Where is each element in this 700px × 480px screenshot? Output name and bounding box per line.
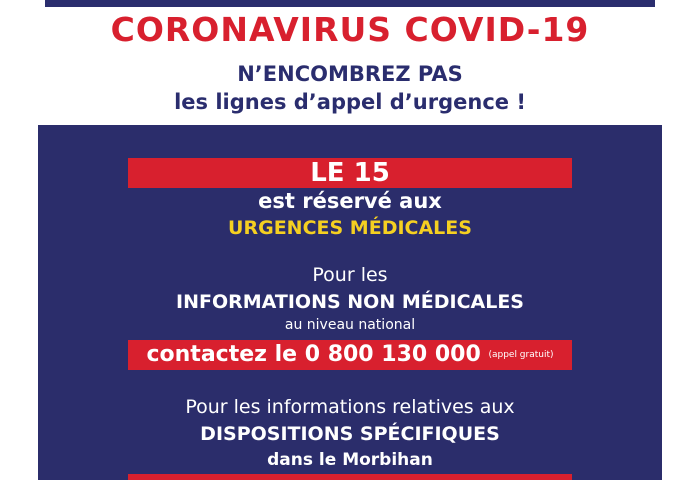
emergency-number-banner: LE 15 — [128, 158, 572, 188]
info-relative-text: Pour les informations relatives aux — [185, 396, 515, 418]
department-text: dans le Morbihan — [267, 450, 433, 470]
specific-provisions-text: DISPOSITIONS SPÉCIFIQUES — [200, 423, 500, 445]
bottom-red-banner — [128, 474, 572, 480]
national-level-text: au niveau national — [284, 317, 416, 333]
top-bar — [45, 0, 655, 7]
contact-banner — [128, 340, 572, 370]
poster-subtitle-line1: N’ENCOMBREZ PAS — [237, 62, 463, 86]
medical-emergencies-text: URGENCES MÉDICALES — [228, 217, 472, 239]
non-medical-info-text: INFORMATIONS NON MÉDICALES — [176, 291, 524, 313]
for-text: Pour les — [312, 264, 388, 286]
reserved-text: est réservé aux — [258, 189, 442, 213]
contact-number-text: contactez le 0 800 130 000 — [146, 342, 481, 367]
poster-title: CORONAVIRUS COVID-19 — [110, 10, 590, 49]
poster-subtitle-line2: les lignes d’appel d’urgence ! — [174, 90, 526, 114]
free-call-note: (appel gratuit) — [488, 350, 554, 360]
